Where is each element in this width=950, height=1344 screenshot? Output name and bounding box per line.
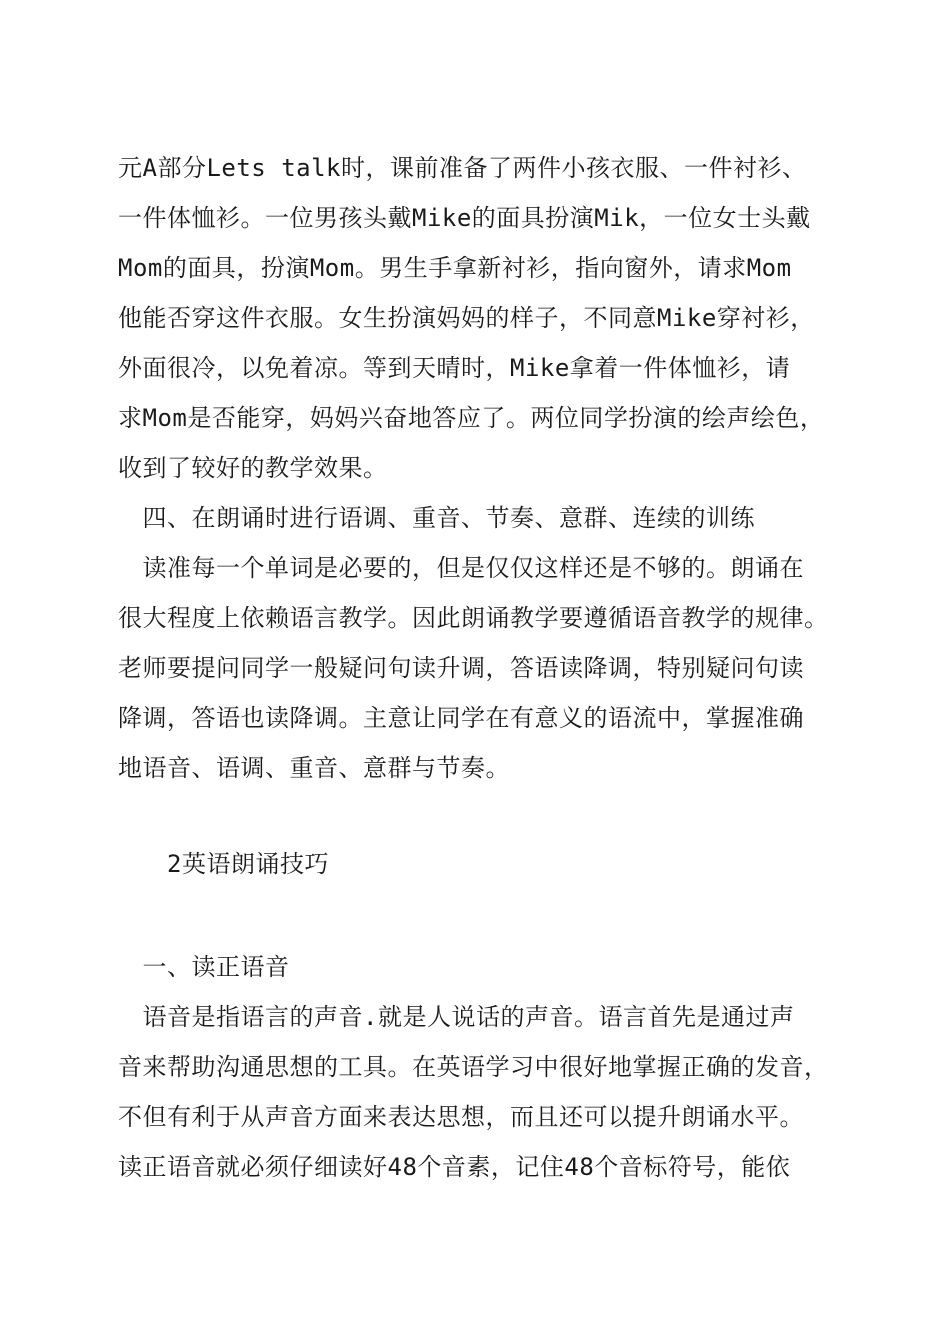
text-line: 音来帮助沟通思想的工具。在英语学习中很好地掌握正确的发音， bbox=[118, 1053, 829, 1081]
chapter-title: 2英语朗诵技巧 bbox=[118, 850, 329, 878]
text-line: 降调，答语也读降调。主意让同学在有意义的语流中，掌握准确 bbox=[118, 704, 804, 732]
text-line: 收到了较好的教学效果。 bbox=[118, 454, 388, 482]
text-line: Mom的面具，扮演Mom。男生手拿新衬衫，指向窗外，请求Mom bbox=[118, 254, 792, 282]
text-line: 读正语音就必须仔细读好48个音素，记住48个音标符号，能依 bbox=[118, 1153, 791, 1181]
text-line: 语音是指语言的声音.就是人说话的声音。语言首先是通过声 bbox=[118, 1003, 795, 1031]
section-heading: 一、读正语音 bbox=[118, 953, 290, 981]
text-line: 一件体恤衫。一位男孩头戴Mike的面具扮演Mik，一位女士头戴 bbox=[118, 204, 811, 232]
section-heading: 四、在朗诵时进行语调、重音、节奏、意群、连续的训练 bbox=[118, 504, 755, 532]
text-line: 老师要提问同学一般疑问句读升调，答语读降调，特别疑问句读 bbox=[118, 654, 804, 682]
text-line: 地语音、语调、重音、意群与节奏。 bbox=[118, 754, 510, 782]
text-line: 外面很冷，以免着凉。等到天晴时，Mike拿着一件体恤衫，请 bbox=[118, 354, 791, 382]
text-line: 求Mom是否能穿，妈妈兴奋地答应了。两位同学扮演的绘声绘色， bbox=[118, 404, 825, 432]
text-line: 不但有利于从声音方面来表达思想，而且还可以提升朗诵水平。 bbox=[118, 1103, 804, 1131]
text-line: 元A部分Lets talk时，课前准备了两件小孩衣服、一件衬衫、 bbox=[118, 154, 807, 182]
text-line: 读准每一个单词是必要的，但是仅仅这样还是不够的。朗诵在 bbox=[118, 554, 804, 582]
text-line: 很大程度上依赖语言教学。因此朗诵教学要遵循语音教学的规律。 bbox=[118, 604, 829, 632]
text-line: 他能否穿这件衣服。女生扮演妈妈的样子，不同意Mike穿衬衫， bbox=[118, 304, 815, 332]
